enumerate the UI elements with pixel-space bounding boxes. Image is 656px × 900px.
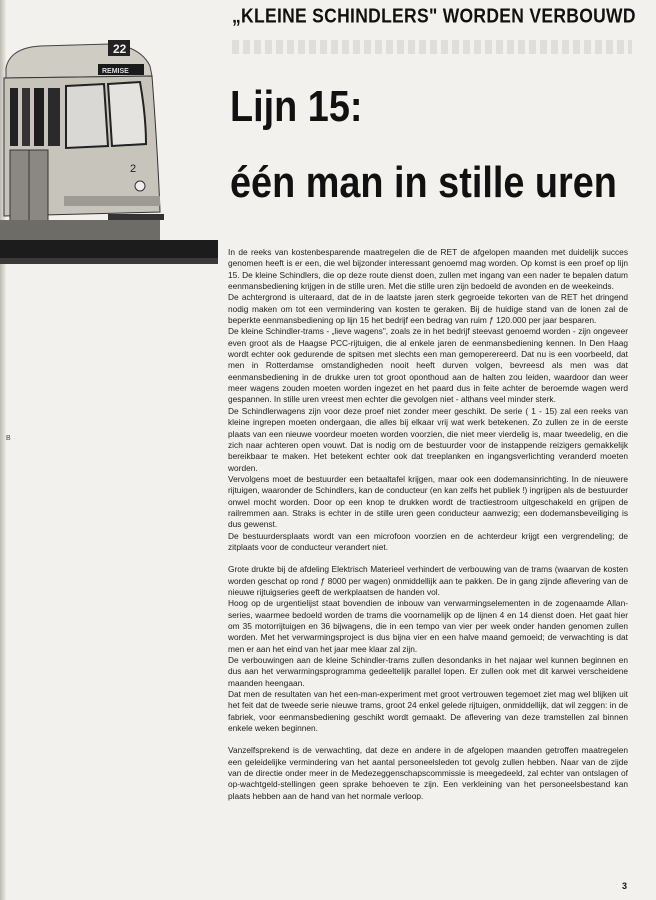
paragraph: In de reeks van kostenbesparende maatregelen die de RET de afgelopen maanden met duidelijk succes genomen heeft is er een, die wel bijzonder interessant genoemd mag worden. Op komst is een proef op lijn 15. De kleine Schindlers, die op deze route dienst doen, zullen met ingang van een nader te bepalen datum eenmansbediening krijgen in de stille uren. Met die stille uren zijn bedoeld de avonden en de weekeinds.: [228, 247, 628, 292]
destination-sign: REMISE: [102, 68, 129, 75]
tram-side-number: 2: [130, 163, 137, 175]
paragraph: De Schindlerwagens zijn voor deze proef niet zonder meer geschikt. De serie ( 1 - 15) zal een reeks van kleine ingrepen moeten ondergaan, die alles bij elkaar vrij wat werk betekenen. Zo zullen ze in de eerste plaats van een nieuwe voordeur moeten worden voorzien, die niet meer vierdelig is, maar tweedelig, en die zich naar achteren open vouwt. Dat is nodig om de bestuurder voor de instappende reizigers gemakkelijk bereikbaar te maken. Het betekent echter ook dat treeplanken en ingangsverlichting veranderd moeten worden.: [228, 405, 628, 473]
paragraph: De kleine Schindler-trams - „lieve wagens", zoals ze in het bedrijf steevast genoemd worden - zijn ongeveer even groot als de Haagse PCC-rijtuigen, die al enkele jaren de eenmansbediening kennen. In Den Haag wordt echter ook gedurende de spitsen met slechts een man gemoperereerd. Dat nu is een voorbeeld, dat men in Rotterdamse omstandigheden nooit heeft durven volgen, bevreesd als men was dat eenmansbediening in de drukke uren tot groot oponthoud aan de halten zou leiden, waardoor dan weer meer wagens zouden moeten worden ingezet en het paard dus in feite achter de beroemde wagen werd gespannen. In stille uren vreest men echter die gevolgen niet - althans veel minder sterk.: [228, 326, 628, 405]
paragraph: Dat men de resultaten van het een-man-experiment met groot vertrouwen tegemoet ziet mag wel blijken uit het feit dat de tweede serie nieuwe trams, groot 24 enkel gelede rijtuigen, onmiddellijk, dat wil zeggen: in de fabriek, voor eenmansbediening geschikt wordt gemaakt. De aflevering van deze tramstellen zal binnen enkele weken beginnen.: [228, 689, 628, 734]
show-through-text: [232, 40, 632, 54]
section-gap: [228, 734, 628, 745]
paragraph: Hoog op de urgentielijst staat bovendien de inbouw van verwarmingselementen in de zogenaamde Allan-series, waarmee bedoeld worden de trams die voornamelijk op de lijnen 4 en 14 dienst doen. Het gaat hier om 35 motorrijtuigen en 36 bijwagens, die in een tempo van vier per week onder handen genomen zullen worden. Met het verwarmingsproject is dus bijna vier en een halve maand gemoeid; de verwachting is dat men er aan het eind van het jaar mee klaar zal zijn.: [228, 598, 628, 654]
article-body: [228, 247, 628, 802]
headline-line-2: één man in stille uren: [230, 158, 617, 207]
paragraph: De bestuurdersplaats wordt van een microfoon voorzien en de achterdeur krijgt een vergrendeling; de zitplaats voor de conducteur verandert niet.: [228, 530, 628, 552]
paragraph: De achtergrond is uiteraard, dat de in de laatste jaren sterk gegroeide tekorten van de RET het dringend nodig maken om tot een vermindering van kosten te geraken. Bij de huidige stand van de lonen zal de beperkte eenmansbediening op lijn 15 het bedrijf een bedrag van ruim ƒ 120.000 per jaar besparen.: [228, 292, 628, 326]
route-number: 22: [113, 42, 127, 56]
paragraph: Vervolgens moet de bestuurder een betaaltafel krijgen, maar ook een dodemansinrichting. In de nieuwere rijtuigen, waaronder de Schindlers, kan de conducteur (en kan zelfs het publiek !) ingrijpen als de bestuurder onwel mocht worden. Door op een knop te drukken wordt de tractiestroom uitgeschakeld en grijpen de railremmen aan. Straks is echter in de stille uren geen conducteur aanwezig; een dodemansbeveiliging is dus gewenst.: [228, 473, 628, 530]
paragraph: Vanzelfsprekend is de verwachting, dat deze en andere in de afgelopen maanden getroffen maatregelen een geleidelijke vermindering van het aantal personeelsleden tot gevolg zullen hebben. Naar van de zijde van de directie onder meer in de Medezeggenschapscommissie is meegedeeld, zal echter van ontslagen of op-wachtgeld-stellingen geen sprake behoeven te zijn. Een verkleining van het personeelsbestand kan plaats hebben aan de hand van het normale verloop.: [228, 745, 628, 801]
margin-mark: B: [6, 435, 11, 442]
section-header: „KLEINE SCHINDLERS" WORDEN VERBOUWD: [232, 4, 636, 27]
headline-line-1: Lijn 15:: [230, 82, 363, 131]
paragraph: De verbouwingen aan de kleine Schindler-trams zullen desondanks in het najaar wel kunnen beginnen en dus aan het verwarmingsprogramma gedeeltelijk parallel lopen. Er zullen ook met dit karwei verscheidene maanden heengaan.: [228, 655, 628, 688]
paragraph: Grote drukte bij de afdeling Elektrisch Materieel verhindert de verbouwing van de trams (waarvan de kosten worden geschat op rond ƒ 8000 per wagen) onmiddellijk aan te pakken. De in gang zijnde aflevering van de nieuwe rijtuigseries geeft de werkplaatsen de handen vol.: [228, 564, 628, 597]
section-gap: [228, 553, 628, 564]
page-number: 3: [622, 881, 628, 891]
tram-photo: [0, 36, 220, 280]
